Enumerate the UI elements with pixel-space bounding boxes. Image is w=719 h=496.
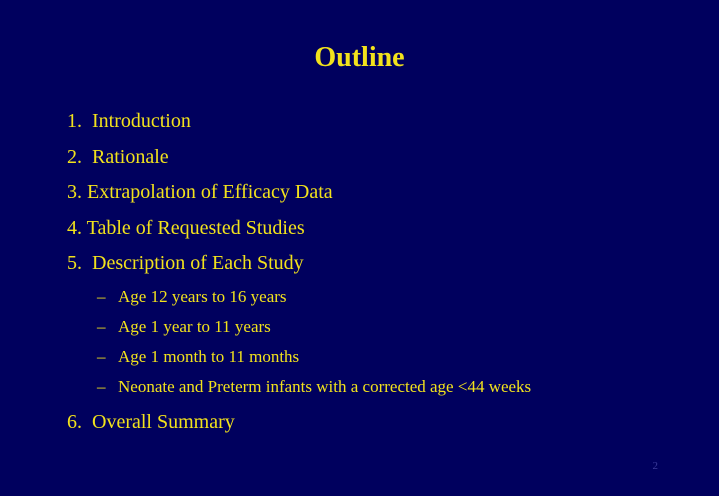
outline-item-introduction: 1. Introduction xyxy=(67,110,191,132)
subitem-label: Age 1 month to 11 months xyxy=(118,346,300,366)
subitem-label: Age 1 year to 11 years xyxy=(118,316,271,336)
outline-item-rationale: 2. Rationale xyxy=(67,145,169,168)
dash-bullet: – xyxy=(97,316,106,336)
outline-subitem-age-12-16 xyxy=(67,282,531,312)
subitem-label: Age 12 years to 16 years xyxy=(118,286,287,306)
subitem-label: Neonate and Preterm infants with a corrected age <44 weeks xyxy=(118,376,532,396)
outline-item-description: 5. Description of Each Study xyxy=(67,252,304,274)
outline-item-summary: 6. Overall Summary xyxy=(67,410,235,433)
outline-subitem-age-1-11-months xyxy=(67,342,531,372)
outline-item-requested-studies: 4. Table of Requested Studies xyxy=(67,216,305,239)
slide-title: Outline xyxy=(314,42,405,73)
dash-bullet: – xyxy=(97,286,106,306)
dash-bullet: – xyxy=(97,346,106,366)
outline-subitem-neonate-preterm xyxy=(67,372,531,402)
dash-bullet: – xyxy=(97,376,106,396)
outline-list xyxy=(67,104,531,440)
outline-item-extrapolation: 3. Extrapolation of Efficacy Data xyxy=(67,181,333,203)
page-number: 2 xyxy=(652,460,658,472)
outline-subitem-age-1-11-years xyxy=(67,312,531,342)
